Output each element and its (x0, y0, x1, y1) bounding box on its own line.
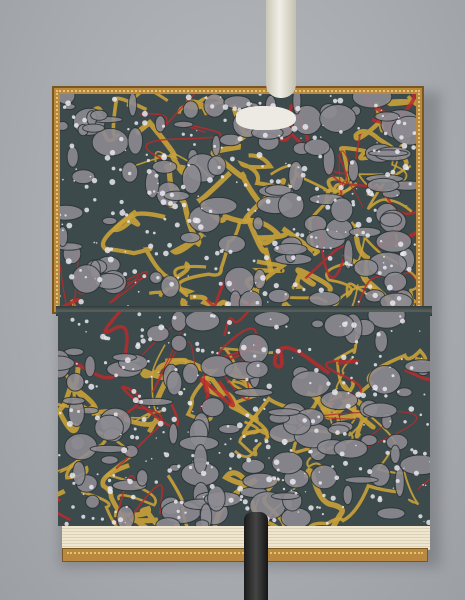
marble-pattern-bottom (58, 312, 430, 526)
marbled-endpaper-bottom (58, 312, 430, 526)
black-holder (244, 512, 268, 600)
paper-tear (236, 106, 296, 130)
bone-folder (266, 0, 296, 98)
marbled-endpaper-top (60, 94, 416, 306)
marble-pattern-top (60, 94, 416, 306)
